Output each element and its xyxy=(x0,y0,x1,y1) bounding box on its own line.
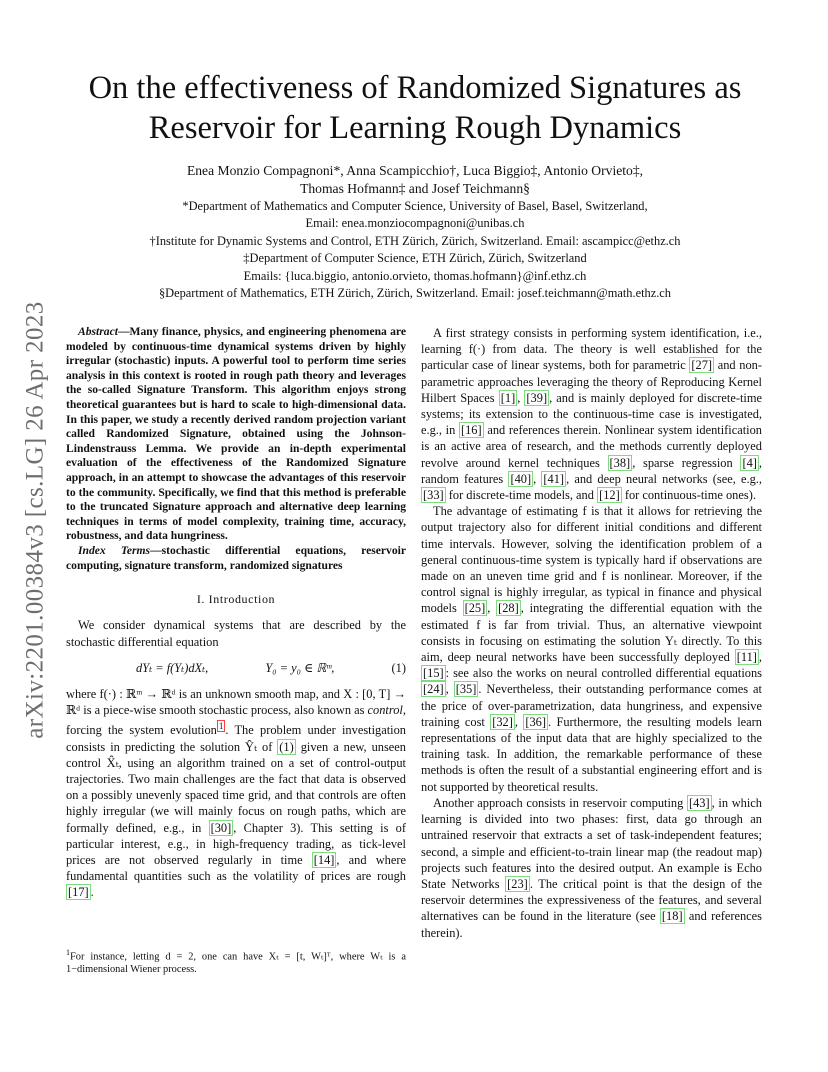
text-run: . Furthermore, the resulting models learn representations of the input data that are highly specialized to the training task. In addition, the remarkable performance of these methods is often the result of a substantial engineering effort and is not supported by theoretical results. xyxy=(421,714,762,794)
text-run: , xyxy=(487,601,497,616)
citation-link[interactable]: [36] xyxy=(525,714,546,729)
intro-paragraph-2 xyxy=(66,686,406,901)
citation-link[interactable]: [43] xyxy=(688,795,710,810)
right-paragraph-1 xyxy=(421,325,762,503)
text-run: , xyxy=(517,390,525,405)
citation-link[interactable]: [41] xyxy=(543,471,565,486)
footnote-text: For instance, letting d = 2, one can have Xₜ = [t, Wₜ]ᵀ, where Wₜ is a 1−dimensional Wiener process. xyxy=(66,951,406,976)
abstract-label: Abstract xyxy=(78,325,118,338)
text-run: , xyxy=(533,471,542,486)
citation-link[interactable]: [15] xyxy=(423,666,444,681)
citation-link[interactable]: [11] xyxy=(736,650,757,665)
citation-link[interactable]: [27] xyxy=(691,358,713,373)
text-run: where f(·) : ℝᵐ → ℝᵈ is an unknown smooth map, and X : [0, T] → ℝᵈ is a piece-wise smooth stochastic process, also known as xyxy=(66,686,406,718)
text-run: and references therein). xyxy=(421,909,763,940)
right-paragraph-3 xyxy=(421,795,762,941)
emphasis-control: control xyxy=(367,703,403,718)
text-run: , xyxy=(514,714,524,729)
citation-link[interactable]: [28] xyxy=(498,601,519,616)
citation-link[interactable]: [4] xyxy=(742,455,757,470)
citation-link[interactable]: [14] xyxy=(313,853,335,868)
citation-link[interactable]: [1] xyxy=(500,390,516,405)
text-run: , sparse regression xyxy=(632,455,741,470)
section-heading-introduction: I. Introduction xyxy=(196,592,276,607)
equation-rhs: Y₀ = y₀ ∈ ℝᵐ, xyxy=(265,660,335,675)
left-column xyxy=(66,325,406,901)
title-line-1: On the effectiveness of Randomized Signatures as xyxy=(88,70,742,106)
text-run: , forcing the system evolution xyxy=(66,703,406,738)
index-terms xyxy=(66,544,406,573)
affiliation-line: ‡Department of Computer Science, ETH Zürich, Zürich, Switzerland xyxy=(243,251,587,266)
citation-link[interactable]: [17] xyxy=(68,885,89,900)
text-run: , random features xyxy=(421,455,762,486)
index-terms-text: —stochastic differential equations, reservoir computing, signature transform, randomized signatures xyxy=(66,543,406,572)
arxiv-side-stamp xyxy=(14,285,58,755)
affiliation-line: Emails: {luca.biggio, antonio.orvieto, thomas.hofmann}@inf.ethz.ch xyxy=(243,268,587,283)
footnote-1 xyxy=(66,946,406,976)
footnote-link[interactable]: 1 xyxy=(218,721,224,732)
text-run: , xyxy=(758,650,762,665)
text-run: for discrete-time models, and xyxy=(445,488,598,503)
paper-title xyxy=(70,68,760,148)
index-terms-label: Index Terms xyxy=(78,543,151,557)
citation-link[interactable]: [38] xyxy=(609,455,631,470)
affiliation-line: §Department of Mathematics, ETH Zürich, Zürich, Switzerland. Email: josef.teichmann@math.ethz.ch xyxy=(158,286,672,301)
citation-link[interactable]: [18] xyxy=(661,909,683,924)
citation-link[interactable]: [30] xyxy=(210,820,232,835)
equation-number: (1) xyxy=(391,660,406,675)
equation-lhs: dYₜ = f(Yₜ)dXₜ, xyxy=(136,660,209,675)
text-run: , and is mainly deployed for discrete-time systems; its extension to the continuous-time case is investigated, e.g., in xyxy=(421,390,762,438)
abstract-text: —Many finance, physics, and engineering phenomena are modeled by continuous-time dynamical systems driven by highly irregular (stochastic) inputs. A powerful tool to perform time series analysis in this context is rooted in rough path theory and leverages the so-called Signature Transform. This algorithm enjoys strong theoretical guarantees but is hard to scale to high-dimensional data. In this paper, we study a recently derived random projection variant called Randomized Signature, obtained using the Johnson-Lindenstrauss Lemma. We provide an in-depth experimental evaluation of the effectiveness of the Randomized Signature approach, in an attempt to showcase the advantages of this reservoir to the community. Specifically, we find that this method is preferable to the truncated Signature approach and alternative deep learning techniques in terms of model complexity, training time, accuracy, robustness, and data hungriness. xyxy=(66,325,406,543)
citation-link[interactable]: [39] xyxy=(526,390,548,405)
text-run: Another approach consists in reservoir computing xyxy=(433,795,687,810)
footnote-mark: 1 xyxy=(66,948,70,957)
text-run: and non-parametric approaches leveraging the theory of Reproducing Kernel Hilbert Spaces xyxy=(421,358,762,405)
text-run: , and deep neural networks (see, e.g., xyxy=(566,471,762,486)
equation-1 xyxy=(66,660,406,676)
right-paragraph-2 xyxy=(421,503,762,795)
citation-link[interactable]: [35] xyxy=(455,682,477,697)
citation-link[interactable]: [33] xyxy=(423,488,444,503)
text-run: . Nevertheless, their outstanding performance comes at the price of over-parametrization, data hungriness, and expensive training cost xyxy=(421,682,763,729)
text-run: . The problem under investigation consists in predicting the solution Ŷₜ of xyxy=(66,723,406,754)
right-column xyxy=(421,325,762,941)
citation-link[interactable]: [24] xyxy=(423,682,444,697)
text-run: for continuous-time ones). xyxy=(621,488,756,503)
arxiv-identifier: arXiv:2201.00384v3 [cs.LG] 26 Apr 2023 xyxy=(22,301,49,739)
author-list xyxy=(70,162,760,198)
affiliation-line: †Institute for Dynamic Systems and Control, ETH Zürich, Zürich, Switzerland. Email: ascampicc@ethz.ch xyxy=(149,233,681,248)
authors-line-2: Thomas Hofmann‡ and Josef Teichmann§ xyxy=(300,181,530,196)
citation-link[interactable]: [40] xyxy=(510,471,532,486)
intro-paragraph-1: We consider dynamical systems that are described by the stochastic differential equation xyxy=(66,618,406,649)
text-run: The advantage of estimating f is that it allows for retrieving the output trajectory also for different initial conditions and different time intervals. However, solving the identification problem of a general continuous-time system is typically hard if observations are made on an uneven time grid and f is nonlinear. Moreover, if the control signal is highly irregular, as typical in finance and physical models xyxy=(421,504,762,616)
affiliation-line: *Department of Mathematics and Computer Science, University of Basel, Basel, Switzerland, xyxy=(182,199,648,213)
citation-link[interactable]: [12] xyxy=(599,488,620,503)
text-run: , in which learning is divided into two phases: first, data go through an untrained reservoir that extracts a set of task-independent features; second, a simple and efficient-to-train linear map (the readout map) projects such features into the desired output. An example is Echo State Networks xyxy=(421,795,762,891)
authors-line-1: Enea Monzio Compagnoni*, Anna Scampicchio†, Luca Biggio‡, Antonio Orvieto‡, xyxy=(186,163,644,178)
text-run: : see also the works on neural controlled differential equations xyxy=(445,666,762,681)
citation-link[interactable]: [25] xyxy=(464,601,486,616)
abstract xyxy=(66,325,406,544)
text-run: A first strategy consists in performing system identification, i.e., learning f(·) from data. The theory is well established for the particular case of linear systems, both for parametric xyxy=(421,326,762,373)
citation-link[interactable]: [32] xyxy=(492,714,513,729)
equation-link[interactable]: (1) xyxy=(279,739,294,754)
text-run: , Chapter 3). This setting is of particular interest, e.g., in high-frequency trading, as tick-level prices are not observed regularly in time xyxy=(66,820,406,868)
text-run: and references therein. Nonlinear system identification is an active area of research, and the methods currently deployed revolve around kernel techniques xyxy=(421,423,762,470)
affiliation-line: Email: enea.monziocompagnoni@unibas.ch xyxy=(305,216,525,231)
citation-link[interactable]: [16] xyxy=(460,423,482,438)
text-run: , integrating the differential equation with the estimated f is far from trivial. Thus, an alternative viewpoint consists in focusing on estimating the solution Yₜ directly. To this aim, deep neural networks have been successfully deployed xyxy=(421,601,762,665)
text-run: , xyxy=(445,682,454,697)
text-run: given a new, unseen control X̂ₜ, using an algorithm trained on a set of control-output trajectories. Two main challenges are the fact that data is observed on a possibly unevenly spaced time grid, and that controls are often highly irregular (we will mainly focus on rough paths, which are formally defined, e.g., in xyxy=(66,739,406,835)
title-line-2: Reservoir for Learning Rough Dynamics xyxy=(148,110,682,146)
affiliations xyxy=(70,198,760,302)
text-run: . The critical point is that the design of the reservoir determines the expressiveness of the features, and several alternatives can be found in the literature (see xyxy=(421,876,762,924)
citation-link[interactable]: [23] xyxy=(507,876,528,891)
text-run: , and where fundamental quantities such as the volatility of prices are rough xyxy=(66,853,406,884)
text-run: . xyxy=(90,885,94,900)
